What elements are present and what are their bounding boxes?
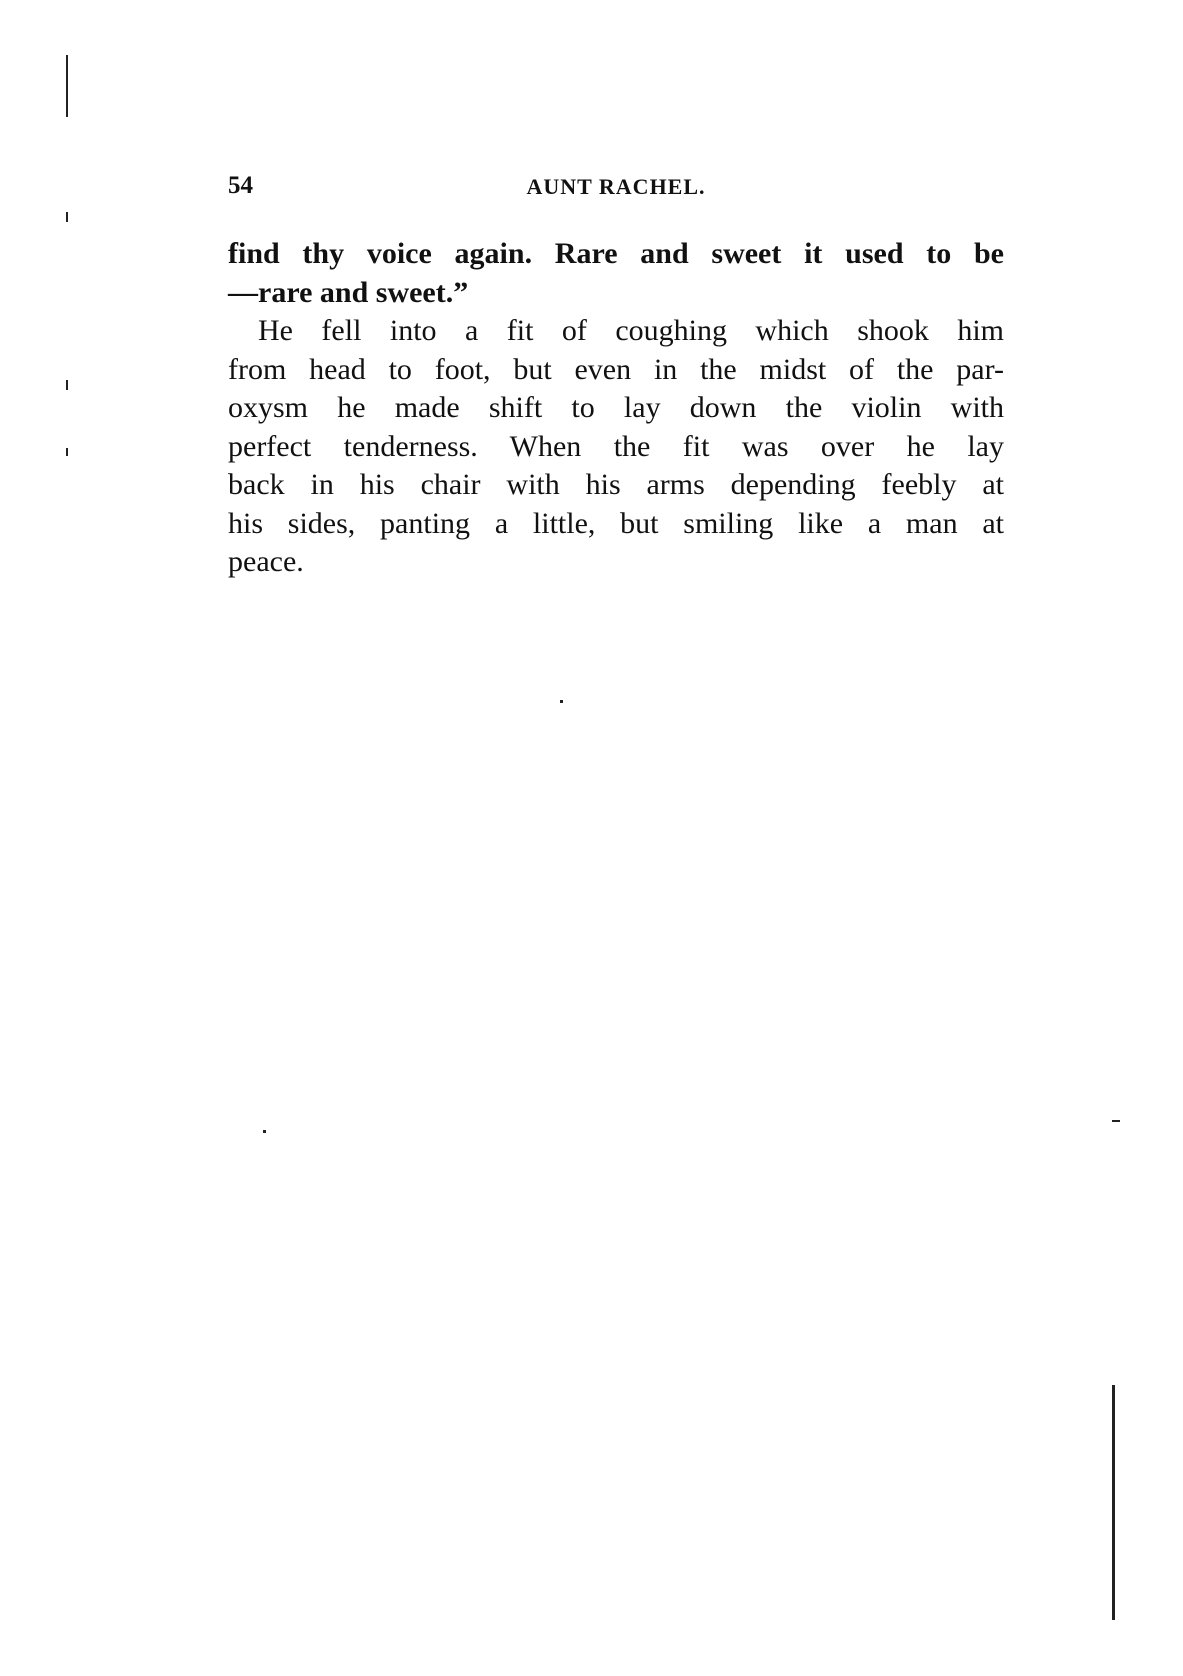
paragraph	[228, 312, 1004, 582]
scan-edge-mark-left-tick	[66, 212, 68, 222]
text-line: back in his chair with his arms depending feebly at	[228, 468, 1004, 501]
text-line: find thy voice again. Rare and sweet it used to be	[228, 237, 1004, 270]
text-line: perfect tenderness. When the fit was over he lay	[228, 429, 1004, 463]
text-line: from head to foot, but even in the midst of the par-	[228, 352, 1004, 386]
running-head	[228, 172, 1004, 208]
scan-edge-mark-right	[1112, 1385, 1115, 1620]
scan-speck	[1112, 1120, 1120, 1122]
scan-speck	[560, 700, 563, 703]
scan-speck	[263, 1130, 266, 1133]
text-line: —rare and sweet.”	[228, 275, 469, 309]
text-line: oxysm he made shift to lay down the violin with	[228, 391, 1004, 424]
scan-edge-mark-left-tick	[66, 448, 68, 456]
page-number: 54	[228, 172, 253, 199]
text-line: his sides, panting a little, but smiling like a man at	[228, 506, 1004, 540]
body-text	[228, 235, 1004, 582]
scan-edge-mark-left	[66, 55, 68, 117]
text-line: peace.	[228, 545, 304, 578]
text-line: He fell into a fit of coughing which shook him	[258, 314, 1004, 347]
scan-edge-mark-left-tick	[66, 380, 68, 390]
running-title: AUNT RACHEL.	[526, 174, 706, 199]
paragraph	[228, 235, 1004, 312]
